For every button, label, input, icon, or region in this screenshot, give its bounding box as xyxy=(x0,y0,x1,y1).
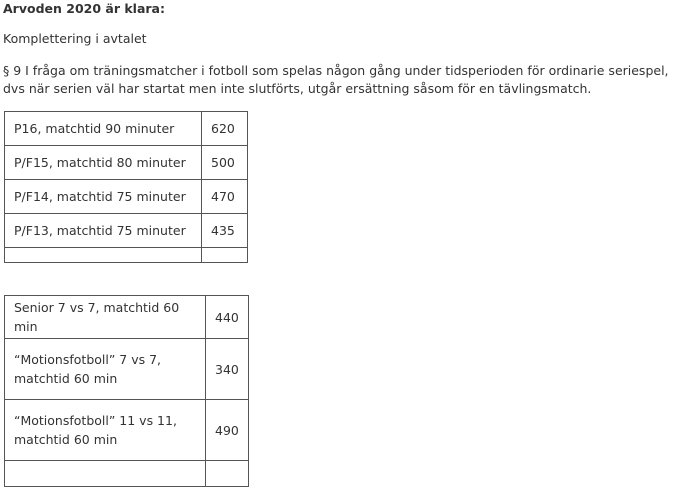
empty-cell xyxy=(206,461,249,487)
row-label: P16, matchtid 90 minuter xyxy=(5,112,202,146)
table-row xyxy=(5,339,249,400)
empty-cell xyxy=(202,248,248,263)
table-row xyxy=(5,296,249,339)
row-label: P/F14, matchtid 75 minuter xyxy=(5,180,202,214)
row-label: P/F13, matchtid 75 minuter xyxy=(5,214,202,248)
fee-table-youth xyxy=(4,111,248,263)
section-subheading: Komplettering i avtalet xyxy=(3,31,147,46)
empty-cell xyxy=(5,248,202,263)
table-row xyxy=(5,112,248,146)
table-row xyxy=(5,400,249,461)
empty-row xyxy=(5,461,249,487)
row-label: “Motionsfotboll” 7 vs 7, matchtid 60 min xyxy=(5,339,206,400)
row-value: 500 xyxy=(202,146,248,180)
row-value: 620 xyxy=(202,112,248,146)
empty-row xyxy=(5,248,248,263)
fee-table-senior xyxy=(4,295,249,487)
row-label: P/F15, matchtid 80 minuter xyxy=(5,146,202,180)
table-row xyxy=(5,180,248,214)
paragraph-text: § 9 I fråga om träningsmatcher i fotboll som spelas någon gång under tidsperioden för ordinarie seriespel, dvs när serien väl har startat men inte slutförts, utgår ersättning såsom för en tävlingsmatch. xyxy=(3,63,669,96)
table-row xyxy=(5,146,248,180)
row-value: 490 xyxy=(206,400,249,461)
row-value: 435 xyxy=(202,214,248,248)
table-row xyxy=(5,214,248,248)
empty-cell xyxy=(5,461,206,487)
row-value: 440 xyxy=(206,296,249,339)
row-label: “Motionsfotboll” 11 vs 11, matchtid 60 min xyxy=(5,400,206,461)
row-value: 340 xyxy=(206,339,249,400)
row-label: Senior 7 vs 7, matchtid 60 min xyxy=(5,296,206,339)
page-heading: Arvoden 2020 är klara: xyxy=(3,1,165,16)
row-value: 470 xyxy=(202,180,248,214)
